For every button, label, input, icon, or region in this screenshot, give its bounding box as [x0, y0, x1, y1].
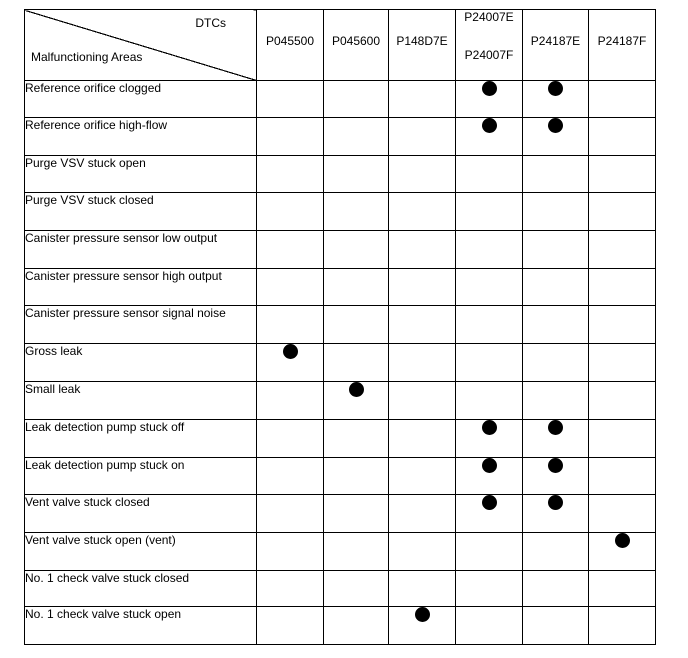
dtc-mark-cell [523, 306, 589, 344]
dtc-mark-cell [523, 533, 589, 571]
dtc-mark-cell [389, 458, 456, 495]
malfunction-area-cell: Reference orifice clogged [25, 81, 257, 118]
dtc-mark-cell [589, 118, 656, 156]
table-row [25, 231, 656, 269]
dtc-mark-cell [589, 495, 656, 533]
dtc-mark-cell [324, 533, 389, 571]
dtc-mark-cell [324, 458, 389, 495]
dtc-mark-cell [389, 269, 456, 306]
dtc-code-label: P24187F [597, 34, 647, 48]
dtc-mark-cell [456, 420, 523, 458]
dtc-code-label: P045500 [265, 34, 315, 48]
table-row [25, 495, 656, 533]
dtc-mark-cell [523, 571, 589, 607]
dtc-mark-cell [589, 607, 656, 645]
dtc-mark-cell [589, 420, 656, 458]
dtc-mark-cell [456, 495, 523, 533]
dtc-mark-cell [257, 382, 324, 420]
dtc-mark-cell [523, 458, 589, 495]
table-row [25, 344, 656, 382]
dtc-code-header-cell [324, 10, 389, 81]
dtc-mark-cell [324, 193, 389, 231]
table-row [25, 607, 656, 645]
dtc-mark-cell [389, 533, 456, 571]
dtc-mark-cell [456, 382, 523, 420]
dtc-code-header-cell [257, 10, 324, 81]
malfunction-area-cell: Canister pressure sensor signal noise [25, 306, 257, 344]
dtc-code-label: P24007E [464, 10, 514, 24]
dtc-mark-cell [523, 382, 589, 420]
applicable-dot-icon [548, 458, 563, 473]
applicable-dot-icon [548, 420, 563, 435]
dtc-mark-cell [523, 269, 589, 306]
applicable-dot-icon [548, 118, 563, 133]
dtc-mark-cell [589, 458, 656, 495]
dtc-mark-cell [324, 607, 389, 645]
table-row [25, 533, 656, 571]
dtc-mark-cell [324, 118, 389, 156]
dtc-mark-cell [589, 571, 656, 607]
dtc-mark-cell [389, 118, 456, 156]
dtc-mark-cell [589, 382, 656, 420]
dtc-mark-cell [589, 533, 656, 571]
dtc-mark-cell [389, 571, 456, 607]
dtc-mark-cell [456, 156, 523, 193]
dtc-mark-cell [257, 607, 324, 645]
dtc-mark-cell [523, 81, 589, 118]
dtc-code-label: P148D7E [396, 34, 448, 48]
dtc-mark-cell [456, 458, 523, 495]
dtc-mark-cell [456, 344, 523, 382]
dtc-mark-cell [324, 306, 389, 344]
dtc-mark-cell [389, 382, 456, 420]
malfunction-area-cell: Canister pressure sensor low output [25, 231, 257, 269]
dtc-mark-cell [456, 231, 523, 269]
malfunction-area-cell: Reference orifice high-flow [25, 118, 257, 156]
dtc-mark-cell [389, 495, 456, 533]
dtc-code-header-cell [389, 10, 456, 81]
dtc-mark-cell [589, 81, 656, 118]
dtc-mark-cell [389, 231, 456, 269]
corner-header-cell [25, 10, 257, 81]
dtc-mark-cell [324, 420, 389, 458]
dtc-mark-cell [324, 344, 389, 382]
table-row [25, 420, 656, 458]
dtc-mark-cell [257, 193, 324, 231]
dtc-mark-cell [389, 607, 456, 645]
applicable-dot-icon [482, 495, 497, 510]
header-row [25, 10, 656, 81]
applicable-dot-icon [482, 458, 497, 473]
dtc-mark-cell [523, 495, 589, 533]
table-row [25, 382, 656, 420]
dtc-mark-cell [389, 420, 456, 458]
applicable-dot-icon [349, 382, 364, 397]
dtc-mark-cell [257, 458, 324, 495]
dtc-code-label: P045600 [331, 34, 381, 48]
dtc-mark-cell [456, 306, 523, 344]
dtc-code-header-cell [589, 10, 656, 81]
malfunction-area-cell: Leak detection pump stuck off [25, 420, 257, 458]
malfunction-area-cell: Leak detection pump stuck on [25, 458, 257, 495]
dtc-mark-cell [589, 156, 656, 193]
table-row [25, 81, 656, 118]
malfunction-area-cell: Small leak [25, 382, 257, 420]
dtc-matrix-table [24, 9, 656, 645]
dtc-mark-cell [589, 344, 656, 382]
dtc-mark-cell [589, 306, 656, 344]
table-row [25, 571, 656, 607]
malfunction-area-cell: No. 1 check valve stuck closed [25, 571, 257, 607]
dtc-mark-cell [456, 607, 523, 645]
dtc-mark-cell [324, 231, 389, 269]
dtc-mark-cell [257, 269, 324, 306]
dtc-mark-cell [257, 231, 324, 269]
dtc-mark-cell [589, 231, 656, 269]
dtc-mark-cell [589, 269, 656, 306]
malfunction-area-cell: Gross leak [25, 344, 257, 382]
dtc-mark-cell [589, 193, 656, 231]
dtc-mark-cell [456, 81, 523, 118]
malfunction-area-cell: Purge VSV stuck open [25, 156, 257, 193]
dtc-mark-cell [257, 81, 324, 118]
malfunction-area-cell: No. 1 check valve stuck open [25, 607, 257, 645]
applicable-dot-icon [482, 420, 497, 435]
applicable-dot-icon [615, 533, 630, 548]
dtc-mark-cell [456, 193, 523, 231]
dtc-mark-cell [324, 382, 389, 420]
dtc-mark-cell [456, 533, 523, 571]
dtc-mark-cell [389, 156, 456, 193]
dtc-mark-cell [523, 231, 589, 269]
dtc-mark-cell [456, 269, 523, 306]
applicable-dot-icon [415, 607, 430, 622]
dtc-code-label: P24007F [464, 48, 514, 62]
dtc-mark-cell [257, 420, 324, 458]
dtc-mark-cell [257, 306, 324, 344]
dtc-code-header-cell [523, 10, 589, 81]
dtc-mark-cell [389, 344, 456, 382]
dtc-mark-cell [257, 118, 324, 156]
applicable-dot-icon [283, 344, 298, 359]
dtc-mark-cell [523, 118, 589, 156]
table-row [25, 118, 656, 156]
dtcs-label: DTCs [195, 16, 226, 30]
dtc-mark-cell [523, 420, 589, 458]
table-row [25, 193, 656, 231]
table-row [25, 306, 656, 344]
malfunctioning-areas-label: Malfunctioning Areas [31, 50, 143, 64]
dtc-mark-cell [523, 156, 589, 193]
dtc-mark-cell [324, 571, 389, 607]
malfunction-area-cell: Purge VSV stuck closed [25, 193, 257, 231]
dtc-mark-cell [257, 533, 324, 571]
dtc-mark-cell [324, 156, 389, 193]
malfunction-area-cell: Vent valve stuck open (vent) [25, 533, 257, 571]
dtc-mark-cell [389, 306, 456, 344]
dtc-mark-cell [523, 193, 589, 231]
dtc-mark-cell [324, 495, 389, 533]
table-row [25, 458, 656, 495]
dtc-mark-cell [257, 344, 324, 382]
dtc-mark-cell [456, 118, 523, 156]
malfunction-area-cell: Vent valve stuck closed [25, 495, 257, 533]
applicable-dot-icon [548, 81, 563, 96]
dtc-mark-cell [456, 571, 523, 607]
applicable-dot-icon [482, 81, 497, 96]
dtc-mark-cell [257, 156, 324, 193]
dtc-mark-cell [389, 81, 456, 118]
dtc-mark-cell [523, 344, 589, 382]
dtc-mark-cell [257, 495, 324, 533]
applicable-dot-icon [548, 495, 563, 510]
dtc-code-header-cell [456, 10, 523, 81]
table-row [25, 156, 656, 193]
dtc-mark-cell [523, 607, 589, 645]
malfunction-area-cell: Canister pressure sensor high output [25, 269, 257, 306]
table-row [25, 269, 656, 306]
dtc-mark-cell [324, 269, 389, 306]
applicable-dot-icon [482, 118, 497, 133]
dtc-code-label: P24187E [530, 34, 581, 48]
dtc-mark-cell [324, 81, 389, 118]
dtc-mark-cell [257, 571, 324, 607]
dtc-mark-cell [389, 193, 456, 231]
